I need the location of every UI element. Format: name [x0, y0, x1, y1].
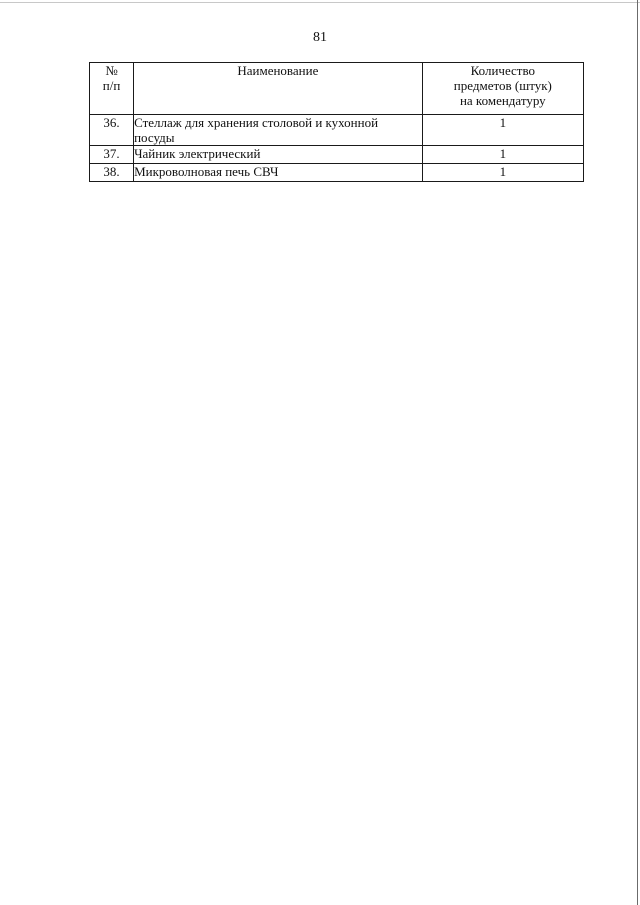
header-number: [90, 63, 134, 115]
table-row: [90, 164, 584, 182]
row-name: Чайник электрический: [134, 146, 423, 164]
page-edge-right: [637, 0, 638, 905]
equipment-table: [89, 62, 584, 182]
table-header-row: [90, 63, 584, 115]
row-number: 37.: [90, 146, 134, 164]
row-number: 36.: [90, 115, 134, 146]
row-name: Микроволновая печь СВЧ: [134, 164, 423, 182]
header-name: Наименование: [134, 63, 423, 115]
page-number: 81: [313, 30, 327, 45]
header-quantity-line2: предметов (штук): [453, 78, 552, 93]
table-row: [90, 146, 584, 164]
row-number: 38.: [90, 164, 134, 182]
header-quantity: [422, 63, 583, 115]
row-name-line1: Стеллаж для хранения столовой и кухонной: [134, 115, 379, 130]
row-name-line2: посуды: [134, 130, 175, 145]
header-number-abbr: п/п: [102, 78, 121, 93]
header-quantity-line1: Количество: [470, 63, 536, 78]
header-quantity-line3: на комендатуру: [459, 93, 546, 108]
row-name: [134, 115, 423, 146]
table-row: [90, 115, 584, 146]
row-quantity: 1: [422, 164, 583, 182]
page-edge-top: [0, 2, 640, 3]
row-quantity: 1: [422, 146, 583, 164]
row-quantity: 1: [422, 115, 583, 146]
header-number-symbol: №: [105, 63, 118, 78]
